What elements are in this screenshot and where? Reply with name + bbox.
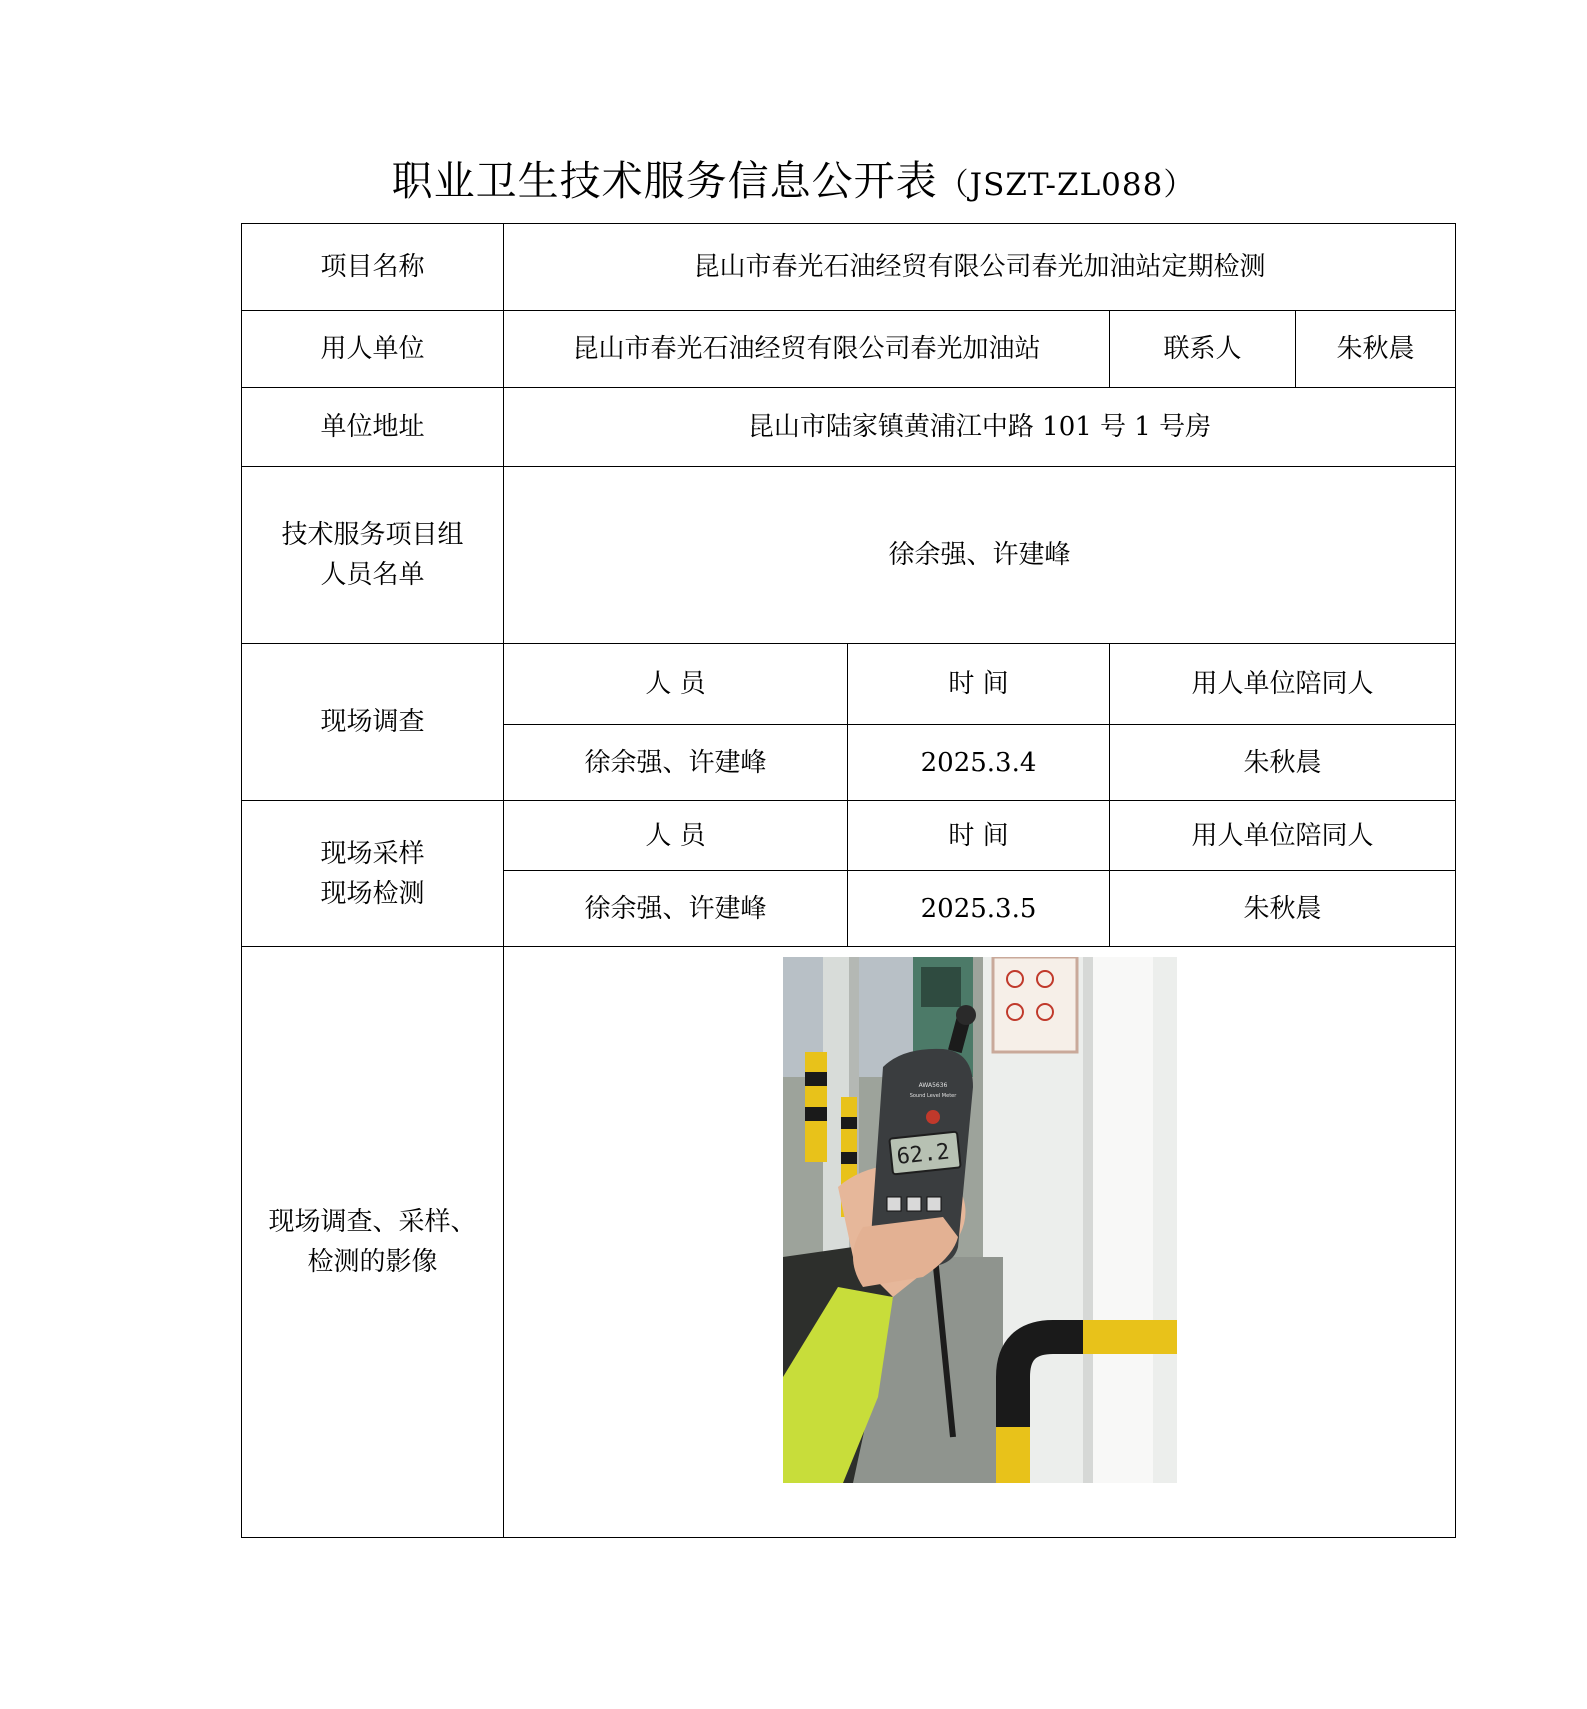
images-label xyxy=(242,947,504,1538)
survey-header-companion: 用人单位陪同人 xyxy=(1110,644,1456,725)
project-value: 昆山市春光石油经贸有限公司春光加油站定期检测 xyxy=(504,224,1456,311)
survey-header-time: 时 间 xyxy=(848,644,1110,725)
row-project xyxy=(242,224,1456,311)
survey-label: 现场调查 xyxy=(242,644,504,801)
row-employer xyxy=(242,311,1456,388)
sampling-label-line1: 现场采样 xyxy=(320,838,425,869)
title-main: 职业卫生技术服务信息公开表 xyxy=(391,157,938,205)
info-table xyxy=(241,223,1456,1538)
sampling-people: 徐余强、许建峰 xyxy=(504,871,848,947)
team-label xyxy=(242,467,504,644)
contact-value: 朱秋晨 xyxy=(1296,311,1456,388)
meter-type: Sound Level Meter xyxy=(909,1093,956,1099)
row-team xyxy=(242,467,1456,644)
survey-companion: 朱秋晨 xyxy=(1110,725,1456,801)
survey-people: 徐余强、许建峰 xyxy=(504,725,848,801)
team-value: 徐余强、许建峰 xyxy=(504,467,1456,644)
sampling-header-people: 人 员 xyxy=(504,801,848,871)
address-label: 单位地址 xyxy=(242,388,504,467)
project-label: 项目名称 xyxy=(242,224,504,311)
document-title xyxy=(0,150,1587,216)
site-photo xyxy=(783,957,1177,1483)
employer-label: 用人单位 xyxy=(242,311,504,388)
images-label-line1: 现场调查、采样、 xyxy=(268,1207,477,1237)
row-images xyxy=(242,947,1456,1538)
contact-label: 联系人 xyxy=(1110,311,1296,388)
team-label-line2: 人员名单 xyxy=(320,560,425,590)
address-value: 昆山市陆家镇黄浦江中路 101 号 1 号房 xyxy=(504,388,1456,467)
meter-reading: 62.2 xyxy=(895,1139,951,1170)
images-cell xyxy=(504,947,1456,1538)
site-photo-illustration xyxy=(783,957,1177,1483)
survey-date: 2025.3.4 xyxy=(848,725,1110,801)
meter-model: AWA5636 xyxy=(918,1082,947,1089)
sampling-header-companion: 用人单位陪同人 xyxy=(1110,801,1456,871)
team-label-line1: 技术服务项目组 xyxy=(281,520,464,550)
sampling-companion: 朱秋晨 xyxy=(1110,871,1456,947)
row-address xyxy=(242,388,1456,467)
employer-value: 昆山市春光石油经贸有限公司春光加油站 xyxy=(504,311,1110,388)
sampling-label-line2: 现场检测 xyxy=(320,878,425,909)
sampling-label xyxy=(242,801,504,947)
row-survey-header xyxy=(242,644,1456,725)
survey-header-people: 人 员 xyxy=(504,644,848,725)
sampling-date: 2025.3.5 xyxy=(848,871,1110,947)
images-label-line2: 检测的影像 xyxy=(307,1247,438,1277)
row-sampling-header xyxy=(242,801,1456,871)
title-code: （JSZT-ZL088） xyxy=(937,167,1196,203)
sampling-header-time: 时 间 xyxy=(848,801,1110,871)
